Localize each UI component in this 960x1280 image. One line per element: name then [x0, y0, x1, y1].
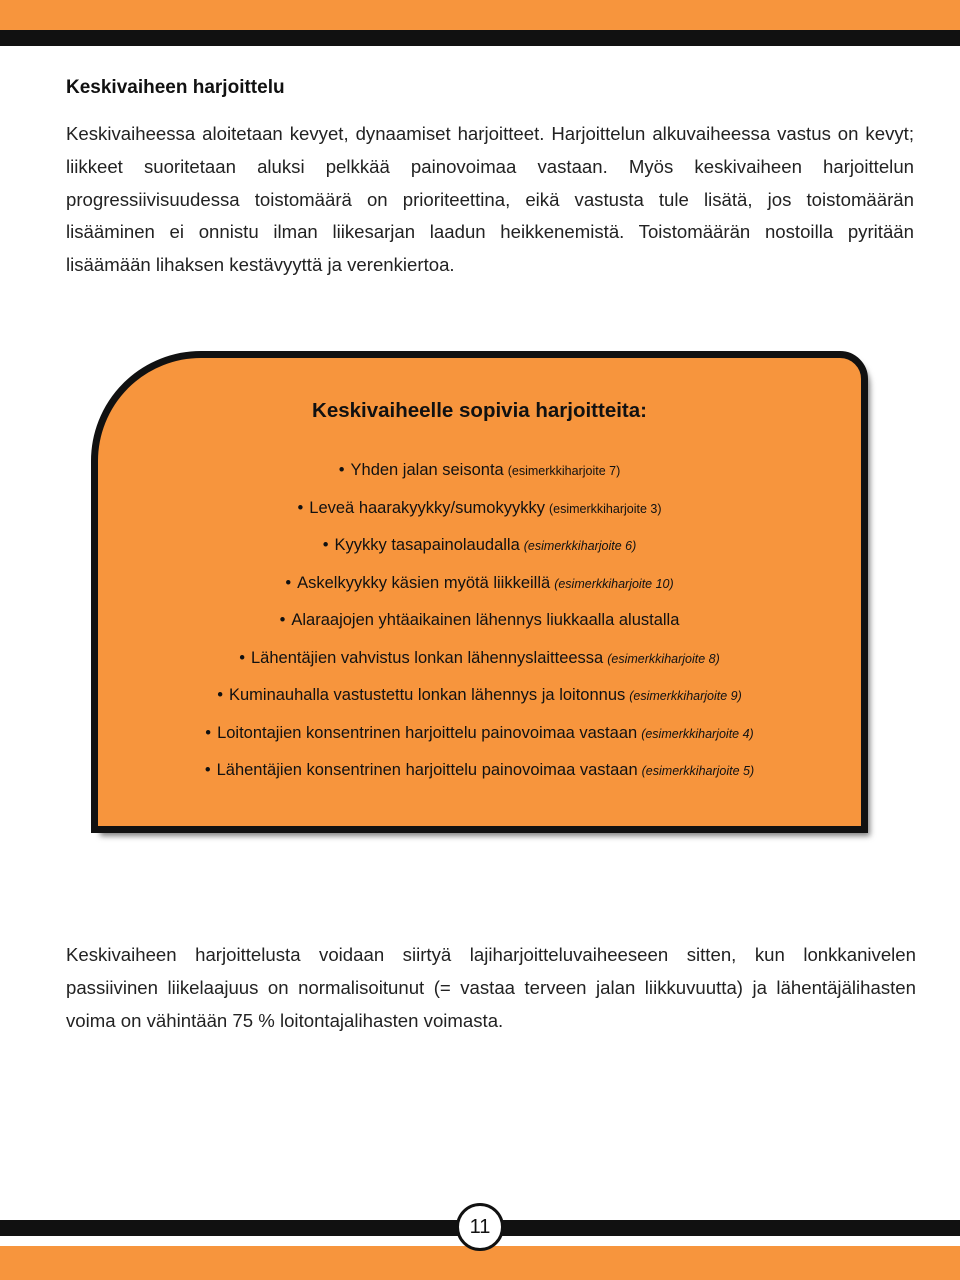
exercise-reference: (esimerkkiharjoite 3) [548, 501, 662, 516]
intro-paragraph: Keskivaiheessa aloitetaan kevyet, dynaamiset harjoitteet. Harjoittelun alkuvaiheessa vastus on kevyt; liikkeet suoritetaan aluksi pelkkää painovoimaa vastaan. Myös keskivaiheen harjoittelun progressiivisuudessa toistomäärä on prioriteettina, eikä vastusta tule lisätä, jos toistomäärän lisääminen ei onnistu ilman liikesarjan laadun heikkenemistä. Toistomäärän nostoilla pyritään lisäämään lihaksen kestävyyttä ja verenkiertoa. [66, 123, 914, 276]
exercise-text: Alaraajojen yhtäaikainen lähennys liukkaalla alustalla [291, 611, 680, 629]
exercise-reference: (esimerkkiharjoite 10) [554, 576, 674, 591]
exercise-reference: (esimerkkiharjoite 9) [629, 689, 742, 703]
bullet-icon: • [322, 536, 329, 554]
bottom-orange-band [0, 1246, 960, 1280]
exercise-box [91, 351, 868, 833]
exercise-item [98, 461, 861, 499]
exercise-item [98, 724, 861, 762]
exercise-item [98, 611, 861, 649]
bullet-icon: • [297, 498, 304, 517]
top-orange-band [0, 0, 960, 30]
exercise-text: Loitontajien konsentrinen harjoittelu painovoimaa vastaan [217, 723, 638, 742]
exercise-reference: (esimerkkiharjoite 4) [641, 726, 754, 741]
exercise-list [98, 461, 861, 799]
exercise-reference: (esimerkkiharjoite 8) [607, 651, 720, 666]
exercise-item [98, 536, 861, 574]
bullet-icon: • [217, 686, 223, 704]
exercise-text: Leveä haarakyykky/sumokyykky [309, 498, 545, 517]
exercise-text: Lähentäjien vahvistus lonkan lähennyslaitteessa [251, 648, 604, 667]
bullet-icon: • [285, 573, 292, 592]
exercise-text: Askelkyykky käsien myötä liikkeillä [297, 573, 551, 592]
exercise-reference: (esimerkkiharjoite 5) [641, 764, 755, 778]
exercise-text: Kyykky tasapainolaudalla [334, 536, 520, 554]
exercise-item [98, 686, 861, 724]
bullet-icon: • [279, 611, 286, 629]
exercise-box-title: Keskivaiheelle sopivia harjoitteita: [312, 399, 647, 422]
closing-paragraph: Keskivaiheen harjoittelusta voidaan siirtyä lajiharjoitteluvaiheeseen sitten, kun lonkkanivelen passiivinen liikelaajuus on normalisoitunut (= vastaa terveen jalan liikkuvuutta) ja lähentäjälihasten voima on vähintään 75 % loitontajalihasten voimasta. [66, 944, 916, 1031]
section-heading: Keskivaiheen harjoittelu [66, 77, 285, 98]
exercise-item [98, 649, 861, 687]
bullet-icon: • [205, 723, 212, 742]
exercise-item [98, 761, 861, 799]
exercise-item [98, 574, 861, 612]
exercise-text: Lähentäjien konsentrinen harjoittelu painovoimaa vastaan [216, 761, 638, 779]
top-black-band [0, 30, 960, 46]
exercise-text: Yhden jalan seisonta [350, 461, 504, 479]
exercise-reference: (esimerkkiharjoite 7) [507, 464, 621, 478]
page-number: 11 [456, 1203, 504, 1251]
exercise-item [98, 499, 861, 537]
bullet-icon: • [239, 648, 245, 667]
bullet-icon: • [204, 761, 211, 779]
bullet-icon: • [338, 461, 345, 479]
exercise-reference: (esimerkkiharjoite 6) [523, 539, 637, 553]
exercise-text: Kuminauhalla vastustettu lonkan lähennys ja loitonnus [228, 686, 626, 704]
